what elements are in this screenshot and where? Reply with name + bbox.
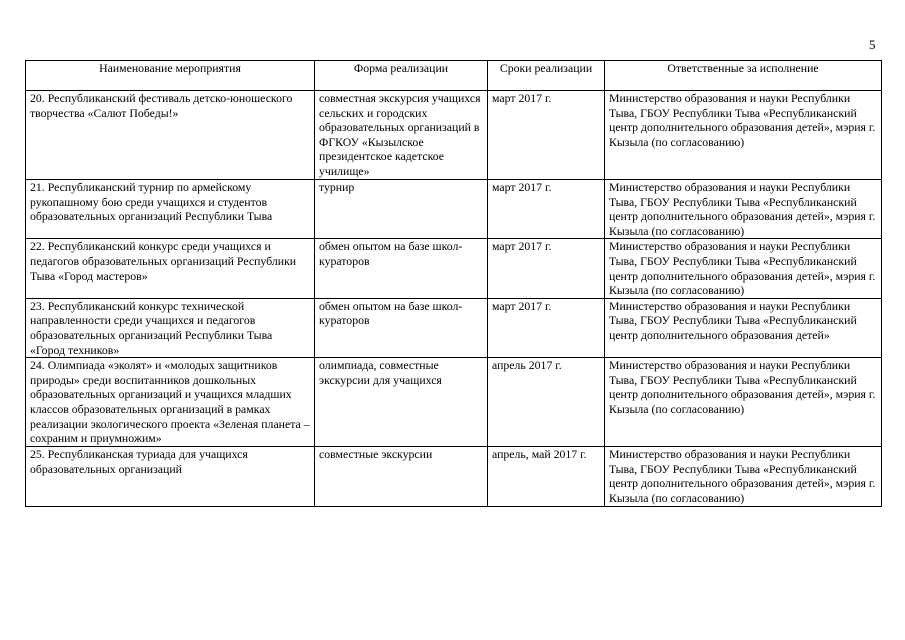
header-form: Форма реализации <box>315 61 488 91</box>
page-number: 5 <box>869 37 876 52</box>
cell-form: обмен опытом на базе школ-кураторов <box>315 239 488 298</box>
cell-name: 24. Олимпиада «эколят» и «молодых защитников природы» среди воспитанников дошкольных образовательных организаций и учащихся младших классов образовательных организаций в рамках реализации экологического проекта «Зеленая планета – сохраним и приумножим» <box>26 358 315 447</box>
header-dates: Сроки реализации <box>488 61 605 91</box>
table-row <box>26 298 882 357</box>
cell-form: совместные экскурсии <box>315 447 488 506</box>
cell-dates: март 2017 г. <box>488 298 605 357</box>
cell-responsible: Министерство образования и науки Республики Тыва, ГБОУ Республики Тыва «Республиканский центр дополнительного образования детей», мэрия г. Кызыла (по согласованию) <box>605 447 882 506</box>
cell-form: обмен опытом на базе школ-кураторов <box>315 298 488 357</box>
cell-responsible: Министерство образования и науки Республики Тыва, ГБОУ Республики Тыва «Республиканский центр дополнительного образования детей», мэрия г. Кызыла (по согласованию) <box>605 180 882 239</box>
cell-dates: март 2017 г. <box>488 91 605 180</box>
cell-dates: март 2017 г. <box>488 180 605 239</box>
table-row <box>26 447 882 506</box>
cell-responsible: Министерство образования и науки Республики Тыва, ГБОУ Республики Тыва «Республиканский центр дополнительного образования детей», мэрия г. Кызыла (по согласованию) <box>605 91 882 180</box>
table-row <box>26 180 882 239</box>
cell-dates: апрель, май 2017 г. <box>488 447 605 506</box>
table-row <box>26 91 882 180</box>
cell-form: турнир <box>315 180 488 239</box>
cell-responsible: Министерство образования и науки Республики Тыва, ГБОУ Республики Тыва «Республиканский центр дополнительного образования детей» <box>605 298 882 357</box>
events-table <box>25 60 882 507</box>
table-header-row <box>26 61 882 91</box>
cell-responsible: Министерство образования и науки Республики Тыва, ГБОУ Республики Тыва «Республиканский центр дополнительного образования детей», мэрия г. Кызыла (по согласованию) <box>605 239 882 298</box>
cell-name: 22. Республиканский конкурс среди учащихся и педагогов образовательных организаций Республики Тыва «Город мастеров» <box>26 239 315 298</box>
cell-form: олимпиада, совместные экскурсии для учащихся <box>315 358 488 447</box>
cell-dates: апрель 2017 г. <box>488 358 605 447</box>
cell-name: 25. Республиканская туриада для учащихся образовательных организаций <box>26 447 315 506</box>
cell-responsible: Министерство образования и науки Республики Тыва, ГБОУ Республики Тыва «Республиканский центр дополнительного образования детей», мэрия г. Кызыла (по согласованию) <box>605 358 882 447</box>
cell-name: 20. Республиканский фестиваль детско-юношеского творчества «Салют Победы!» <box>26 91 315 180</box>
header-name: Наименование мероприятия <box>26 61 315 91</box>
table-row <box>26 239 882 298</box>
cell-name: 21. Республиканский турнир по армейскому рукопашному бою среди учащихся и студентов образовательных организаций Республики Тыва <box>26 180 315 239</box>
cell-dates: март 2017 г. <box>488 239 605 298</box>
table-row <box>26 358 882 447</box>
cell-name: 23. Республиканский конкурс технической направленности среди учащихся и педагогов образовательных организаций Республики Тыва «Город техников» <box>26 298 315 357</box>
cell-form: совместная экскурсия учащихся сельских и городских образовательных организаций в ФГКОУ «Кызылское президентское кадетское училище» <box>315 91 488 180</box>
header-responsible: Ответственные за исполнение <box>605 61 882 91</box>
